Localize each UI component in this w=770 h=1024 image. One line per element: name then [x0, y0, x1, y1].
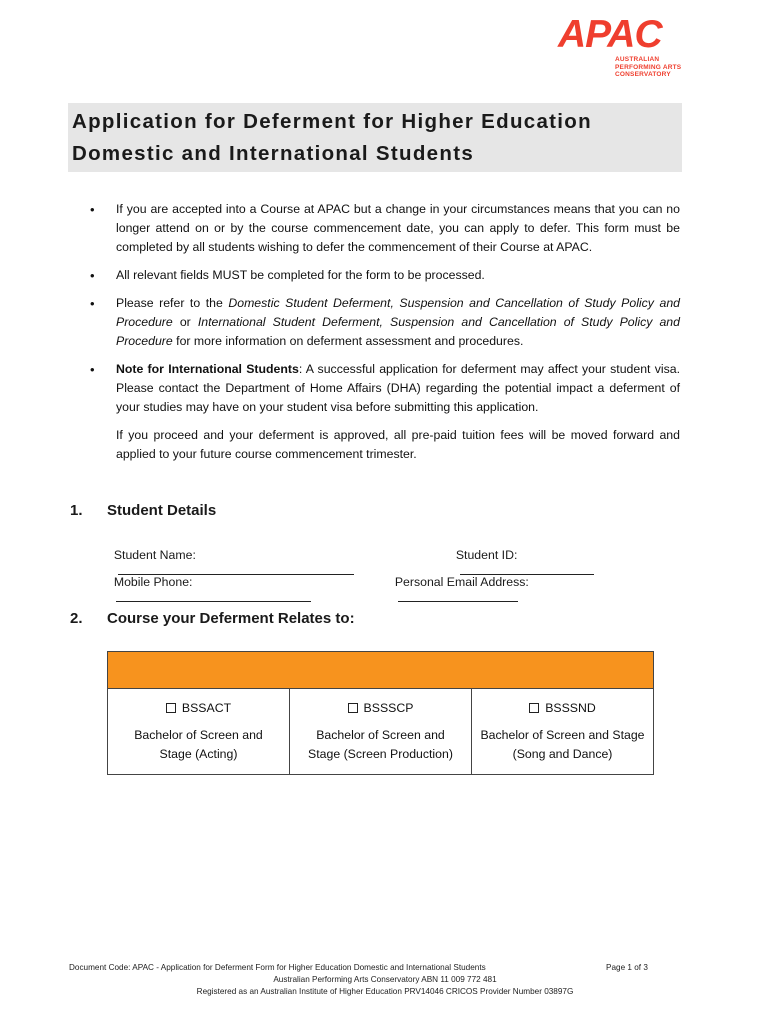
- policy-ref-text: for more information on deferment assessment and procedures.: [172, 334, 524, 348]
- international-note-text: : A successful application for deferment may affect your student visa. Please contact the Department of Home Affairs (DHA) regarding the potential impact a deferment of your studies may have on your student visa before submitting this application.: [116, 362, 680, 414]
- footer-doc-code: Document Code: APAC - Application for Deferment Form for Higher Education Domestic and International Students: [69, 963, 486, 972]
- policy-ref-text: Please refer to the: [116, 296, 229, 310]
- email-field[interactable]: [398, 589, 518, 602]
- document-title: [68, 103, 682, 172]
- section-heading-text: Student Details: [107, 502, 217, 519]
- checkbox-bsssnd[interactable]: [529, 703, 539, 713]
- course-option-bsssnd: [472, 689, 653, 774]
- course-code-row: [108, 699, 289, 718]
- email-row: [388, 561, 529, 605]
- page-footer: [0, 962, 770, 998]
- footer-top-row: [0, 962, 770, 974]
- section-heading-text: Course your Deferment Relates to:: [107, 610, 355, 627]
- course-name-line-2: Stage (Acting): [159, 747, 238, 761]
- international-note-label: Note for International Students: [116, 362, 299, 376]
- instructions-list: [88, 200, 680, 464]
- course-code: BSSSCP: [363, 701, 414, 715]
- mobile-phone-field[interactable]: [116, 589, 311, 602]
- course-name-line-1: Bachelor of Screen and: [134, 728, 263, 742]
- course-name-line-1: Bachelor of Screen and Stage: [480, 728, 645, 742]
- instruction-item: [88, 360, 680, 417]
- logo-wordmark: APAC: [558, 13, 662, 56]
- checkbox-bssact[interactable]: [166, 703, 176, 713]
- course-table-header: [108, 652, 653, 689]
- mobile-phone-label: Mobile Phone:: [113, 575, 193, 589]
- course-name-line-2: Stage (Screen Production): [308, 747, 453, 761]
- mobile-phone-row: [107, 561, 311, 605]
- course-table: [107, 651, 654, 775]
- logo-sub-line-2: PERFORMING ARTS: [615, 63, 682, 71]
- domestic-policy-title: Domestic Student Deferment, Suspension and Cancellation of Study Policy and Procedure: [116, 296, 681, 329]
- email-label: Personal Email Address:: [394, 575, 529, 589]
- apac-logo: [558, 13, 688, 86]
- logo-sub-line-3: CONSERVATORY: [615, 71, 671, 78]
- course-code-row: [472, 699, 653, 718]
- course-code: BSSSND: [545, 701, 596, 715]
- course-option-bssact: [108, 689, 290, 774]
- section-number: 2.: [70, 610, 83, 627]
- tuition-note: If you proceed and your deferment is approved, all pre-paid tuition fees will be moved forward and applied to your future course commencement trimester.: [116, 428, 680, 461]
- instruction-item: [88, 294, 680, 351]
- instruction-item: • All relevant fields MUST be completed for the form to be processed.: [88, 266, 680, 285]
- course-row: [108, 689, 653, 774]
- section-number: 1.: [70, 502, 83, 519]
- footer-abn: Australian Performing Arts Conservatory ABN 11 009 772 481: [273, 975, 497, 984]
- student-name-label: Student Name:: [113, 548, 196, 562]
- instruction-item: • If you are accepted into a Course at APAC but a change in your circumstances means that you can no longer attend on or by the course commencement date, you can apply to defer. This form must be completed by all students wishing to defer the commencement of their Course at APAC.: [88, 200, 680, 257]
- title-line-2: Domestic and International Students: [72, 142, 475, 165]
- section-student-details: [70, 502, 216, 519]
- course-name-line-1: Bachelor of Screen and: [316, 728, 445, 742]
- logo-sub-line-1: AUSTRALIAN: [615, 56, 660, 63]
- course-code: BSSACT: [181, 701, 232, 715]
- policy-ref-text: or: [172, 315, 198, 329]
- student-id-label: Student ID:: [455, 548, 518, 562]
- checkbox-bssscp[interactable]: [348, 703, 358, 713]
- course-option-bssscp: [290, 689, 472, 774]
- section-course: [70, 610, 355, 627]
- footer-registration: Registered as an Australian Institute of Higher Education PRV14046 CRICOS Provider Number 03897G: [196, 987, 574, 996]
- course-name-line-2: (Song and Dance): [512, 747, 613, 761]
- title-line-1: Application for Deferment for Higher Education: [72, 110, 592, 133]
- footer-page-number: Page 1 of 3: [606, 963, 648, 972]
- international-policy-title: International Student Deferment, Suspension and Cancellation of Study Policy and Procedure: [116, 315, 680, 348]
- course-code-row: [290, 699, 471, 718]
- logo-subtitle: [615, 56, 688, 79]
